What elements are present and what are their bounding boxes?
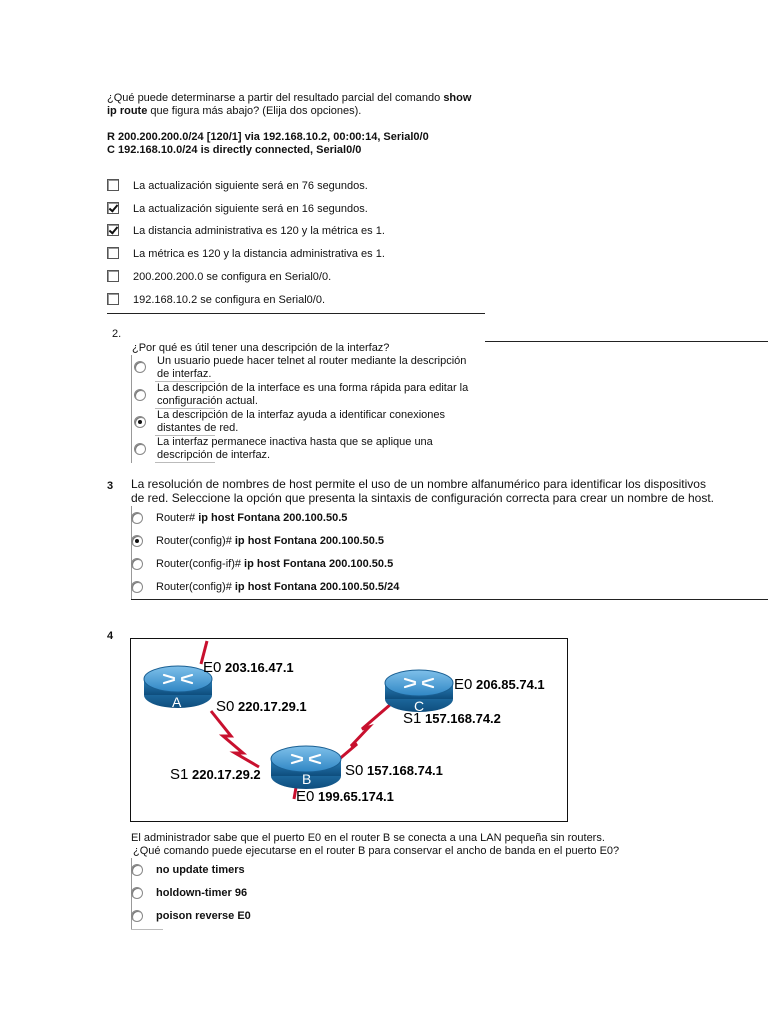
router-b-s1 [170, 766, 261, 783]
q1-checkbox-5[interactable] [107, 270, 119, 282]
q4-radio-1[interactable] [131, 864, 143, 876]
q3-option-command: ip host Fontana 200.100.50.5/24 [234, 581, 400, 593]
q1-option-label: 192.168.10.2 se configura en Serial0/0. [133, 294, 326, 306]
q2-option-label [157, 409, 445, 435]
q2-option-line: La descripción de la interface es una forma rápida para editar la [157, 382, 469, 394]
q1-question [107, 92, 497, 118]
q3-option-prefix: Router(config)# [156, 535, 235, 547]
router-a-label: A [172, 694, 182, 710]
route-line-1: R 200.200.200.0/24 [120/1] via 192.168.10.2, 00:00:14, Serial0/0 [107, 131, 429, 143]
q3-question-line: La resolución de nombres de host permite el uso de un nombre alfanumérico para identificar los dispositivos [131, 477, 706, 491]
q3-radio-1[interactable] [131, 512, 143, 524]
q4-number: 4 [107, 630, 114, 642]
router-b-e0 [296, 788, 394, 805]
q1-command-ip-route: ip route [107, 105, 148, 117]
port-name: E0 [203, 659, 222, 676]
link-serial-a-b [211, 711, 259, 767]
q2-option-line: configuración actual. [157, 395, 258, 407]
port-name: S1 [403, 710, 422, 727]
q2-option-line: Un usuario puede hacer telnet al router mediante la descripción [157, 355, 467, 367]
q1-option-label: La actualización siguiente será en 76 segundos. [133, 180, 368, 192]
router-c-label: C [414, 698, 425, 714]
q3-option-label [156, 512, 347, 525]
port-name: S1 [170, 766, 189, 783]
q3-option-label [156, 535, 384, 548]
q2-number: 2. [112, 328, 122, 340]
link-serial-b-c [337, 704, 391, 761]
q1-checkbox-3[interactable] [107, 224, 119, 236]
q2-option-label [157, 355, 466, 381]
port-ip: 203.16.47.1 [224, 660, 294, 675]
port-name: E0 [296, 788, 315, 805]
q4-option-label: poison reverse E0 [156, 910, 251, 922]
router-a-e0 [203, 659, 294, 676]
q4-radio-3[interactable] [131, 910, 143, 922]
q2-radio-4[interactable] [134, 443, 146, 455]
q3-option-label [156, 581, 399, 594]
q4-bottom-rule [131, 929, 163, 930]
q4-question: ¿Qué comando puede ejecutarse en el router B para conservar el ancho de banda en el puerto E0? [133, 845, 620, 857]
route-line-2: C 192.168.10.0/24 is directly connected, Serial0/0 [107, 144, 362, 156]
q2-option-label [157, 382, 468, 408]
q1-question-text: ¿Qué puede determinarse a partir del resultado parcial del comando [107, 92, 444, 104]
q1-checkbox-4[interactable] [107, 247, 119, 259]
q2-radio-2[interactable] [134, 389, 146, 401]
q4-option-label: holdown-timer 96 [156, 887, 248, 899]
q2-right-rule [485, 341, 768, 342]
q1-option-label: La actualización siguiente será en 16 segundos. [133, 203, 368, 215]
port-ip: 157.168.74.2 [424, 711, 501, 726]
q3-option-command: ip host Fontana 200.100.50.5 [244, 558, 394, 570]
q1-route-output [107, 131, 429, 157]
q3-divider [131, 599, 768, 600]
q3-option-prefix: Router(config-if)# [156, 558, 245, 570]
q1-question-tail: que figura más abajo? (Elija dos opciones). [147, 105, 362, 117]
q2-option-separator [155, 462, 215, 463]
q2-option-line: La interfaz permanece inactiva hasta que se aplique una [157, 436, 433, 448]
q3-option-command: ip host Fontana 200.100.50.5 [234, 535, 385, 547]
q3-option-command: ip host Fontana 200.100.50.5 [198, 512, 348, 524]
q2-option-line: descripción de interfaz. [157, 449, 271, 461]
q4-text [131, 832, 619, 858]
q2-radio-1[interactable] [134, 361, 146, 373]
q2-left-rule [131, 355, 132, 463]
q3-option-prefix: Router# [156, 512, 199, 524]
q3-question [131, 477, 761, 505]
q4-option-label: no update timers [156, 864, 245, 876]
router-c-s1 [403, 710, 501, 727]
port-ip: 157.168.74.1 [366, 763, 443, 778]
q1-command-show: show [443, 92, 472, 104]
port-ip: 220.17.29.1 [237, 699, 307, 714]
q2-option-label [157, 436, 433, 462]
q2-question: ¿Por qué es útil tener una descripción de la interfaz? [132, 342, 390, 354]
port-name: E0 [454, 676, 473, 693]
q3-radio-4[interactable] [131, 581, 143, 593]
q1-option-label: La métrica es 120 y la distancia administrativa es 1. [133, 248, 385, 260]
q3-radio-2[interactable] [131, 535, 143, 547]
port-ip: 220.17.29.2 [191, 767, 261, 782]
router-c-e0 [454, 676, 545, 693]
q1-checkbox-2[interactable] [107, 202, 119, 214]
network-diagram [130, 638, 568, 822]
q2-radio-3[interactable] [134, 416, 146, 428]
q3-number: 3 [107, 480, 114, 492]
q2-option-line: distantes de red. [157, 422, 239, 434]
q3-option-prefix: Router(config)# [156, 581, 235, 593]
q3-radio-3[interactable] [131, 558, 143, 570]
q2-option-line: La descripción de la interfaz ayuda a identificar conexiones [157, 409, 446, 421]
router-b-s0 [345, 762, 443, 779]
q3-option-label [156, 558, 393, 571]
port-ip: 199.65.174.1 [317, 789, 394, 804]
port-name: S0 [345, 762, 364, 779]
q1-divider [107, 313, 485, 314]
port-name: S0 [216, 698, 235, 715]
q3-question-line: de red. Seleccione la opción que presenta la sintaxis de configuración correcta para crear un nombre de host. [131, 491, 715, 505]
q4-radio-2[interactable] [131, 887, 143, 899]
q1-option-label: 200.200.200.0 se configura en Serial0/0. [133, 271, 332, 283]
q4-text-line: El administrador sabe que el puerto E0 en el router B se conecta a una LAN pequeña sin routers. [131, 832, 605, 844]
router-a-s0 [216, 698, 307, 715]
q1-checkbox-6[interactable] [107, 293, 119, 305]
q1-checkbox-1[interactable] [107, 179, 119, 191]
port-ip: 206.85.74.1 [475, 677, 545, 692]
q1-option-label: La distancia administrativa es 120 y la métrica es 1. [133, 225, 385, 237]
q2-option-line: de interfaz. [157, 368, 212, 380]
router-b-label: B [302, 771, 312, 787]
